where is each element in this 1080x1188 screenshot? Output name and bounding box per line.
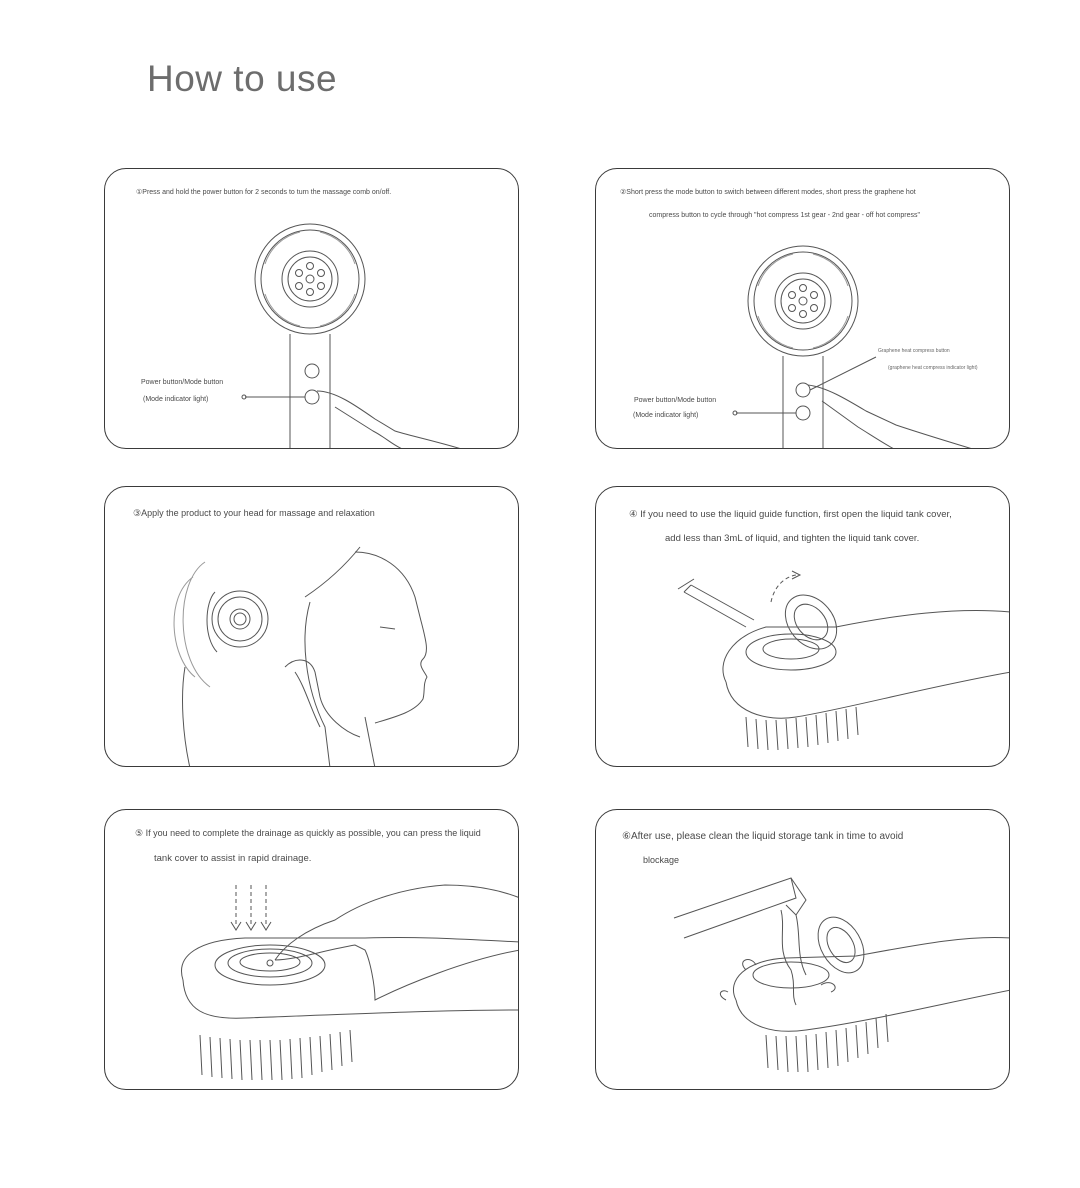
head-massage-illustration xyxy=(105,487,519,767)
step-4-text-line-2: add less than 3mL of liquid, and tighten the liquid tank cover. xyxy=(665,533,920,544)
step-2-card xyxy=(595,168,1010,449)
step-2-callout-3: Power button/Mode button xyxy=(634,397,717,404)
step-2-text-line-1: ②Short press the mode button to switch between different modes, short press the graphene hot xyxy=(620,189,916,196)
step-2-text-line-2: compress button to cycle through "hot compress 1st gear - 2nd gear - off hot compress" xyxy=(649,212,920,219)
step-6-card xyxy=(595,809,1010,1090)
massage-comb-buttons-illustration xyxy=(596,169,1010,449)
page-title: How to use xyxy=(147,58,338,99)
step-4-card xyxy=(595,486,1010,767)
step-6-text-line-2: blockage xyxy=(643,855,680,865)
step-4-text-line-1: ④ If you need to use the liquid guide function, first open the liquid tank cover, xyxy=(629,509,952,520)
liquid-tank-fill-illustration xyxy=(596,487,1010,767)
press-tank-cover-illustration xyxy=(105,810,519,1090)
step-2-callout-1: Graphene heat compress button xyxy=(878,348,950,354)
step-5-text-line-1: ⑤ If you need to complete the drainage as quickly as possible, you can press the liquid xyxy=(135,828,481,838)
step-2-callout-2: (graphene heat compress indicator light) xyxy=(888,365,978,371)
step-3-text: ③Apply the product to your head for massage and relaxation xyxy=(133,508,375,518)
step-5-card xyxy=(104,809,519,1090)
step-1-callout-2: (Mode indicator light) xyxy=(143,396,209,403)
step-1-card xyxy=(104,168,519,449)
step-6-text-line-1: ⑥After use, please clean the liquid storage tank in time to avoid xyxy=(622,831,904,842)
clean-tank-illustration xyxy=(596,810,1010,1090)
step-2-callout-4: (Mode indicator light) xyxy=(633,412,699,419)
step-1-callout-1: Power button/Mode button xyxy=(141,379,224,386)
step-3-card xyxy=(104,486,519,767)
massage-comb-front-illustration xyxy=(105,169,519,449)
step-1-text: ①Press and hold the power button for 2 seconds to turn the massage comb on/off. xyxy=(136,189,392,196)
step-5-text-line-2: tank cover to assist in rapid drainage. xyxy=(154,853,312,864)
